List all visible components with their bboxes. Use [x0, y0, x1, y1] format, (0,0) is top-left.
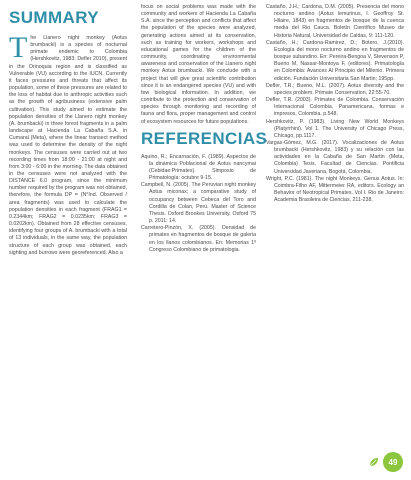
drop-cap: T: [9, 31, 28, 64]
reference-item: Castaño, H.; Cardona-Ramirez, D.; Botero, J.(2010). Ecología del mono nocturno andino en fragmentos de bosque subandino. En: Pereira-Bengoa V, Stevenson P, Bueno M, Nassar-Montoya F, (editores). Primatología en Colombia: Avances Al Principio del Milenio. Primera edición. Fundación Universitaria San Martin; 195pp.: [266, 39, 404, 82]
column-1: [9, 4, 127, 257]
reference-item: Carretero-Pinzón, X. (2005). Densidad de primates en fragmentos de bosque de galeria en los llanos colombianos. En: Memorias 1º Congreso Colombiano de primatologia.: [141, 225, 256, 253]
page-footer: [369, 452, 403, 472]
summary-text: he Llanero night monkey (Aotus brumbacki) is a species of nocturnal primate endemic to Colombia (Hershkovitz, 1983; Defler 2010), present in the Orinoquia region and is classified as Vulnerable (VU) according to the IUCN. Currently it faces pressures and threats that affect its population, some of these pressures are related to the loss of habitat due to anthropic activities such as the growth of agribusiness (extensive palm cultivation). This study aimed to estimate the population densities of the Llanero night monkey (A. brumbacki) in three forest fragments in a palm landscape at Hacienda La Cabaña S.A. in Cumaral (Meta), where the linear transect method was used to determine the density of the night monkeys. The censuses were carried out at two recording times from 18:00 - 21:00 at night and from 3:00 - 6:00 in the morning. The data obtained in the censuses were not analyzed with the DISTANCE 6.0 program, since the minimum number required by the program was not obtained, therefore, the formula DP = (N°Ind. Observed / area fragments) was used to calculate the population densities in each fragment (FRAG1 = 0.2344km; FRAG2 = 0.0235km; FRAG3 = 0.0202km). Obtained from 28 effective censuses, identifying four groups of A. brumbacki with a total of 13 individuals, in the same way, the population structure of each group was obtained, each sighting and burrows were georeferenced. Also a: [9, 35, 127, 256]
reference-item: Castaño, J.H.; Cardona, D.M. (2005). Presencia del mono nocturno andino (Aotus lemurinus, I. Geoffroy St. Hilaire, 1843) en fragmentos de bosque de la cuenca media del Rio Cauca. Boletín Científico Museo de Historia Natural, Universidad de Caldas, 9: 111-120.: [266, 4, 404, 39]
column-3: [266, 4, 404, 204]
reference-item: Campbell, N. (2005). The Peruvian night monkey Aotus miconax; a comparative study of occupancy between Cebeca del Toro and Cordilla de Colan, Perú. Master of Science Thesis. Oxford Brookes University. Oxford 75 p. 2011: 14.: [141, 182, 256, 225]
reference-item: Hershkovitz, P. (1983). Living New World Monkeys (Platyrrhini). Vol 1. The University of Chicago Press, Chicago, pp.1117.: [266, 118, 404, 139]
summary-paragraph: [9, 31, 127, 257]
reference-item: Wright, P.C. (1981). The night Monkeys. Genus Aotus. In: Coimbra-Filho AF, Mittermeier RA, editors. Ecology an Behavior of Neotropical Primates. Vol I. Rio de Janeiro: Academia Brasileira de Ciencias. 211-238.: [266, 175, 404, 204]
reference-item: Vargas-Gómez, M.G. (2017). Vocalizaciones de Aotus brumbacki (Hershkovitz, 1983) y su relación con las actividades en la Cabaña de San Martin (Meta, Colombia) Tesis. Facultad de Ciencias. Pontificia Universidad Javeriana, Bogotá, Colombia.: [266, 139, 404, 175]
column-2: [141, 4, 268, 254]
leaf-icon: [369, 457, 379, 467]
page-number: 49: [383, 452, 403, 472]
summary-continuation: focus on social problems was made with the community and workers of Hacienda La Cabaña S.A. since the perception and conflicts that affect the population of the species were analyzed, generating actions aimed at its conservation, such as training for workers, workshops and educational games for the children of the community, coordinating environmental awareness and conservation of the Llanero night monkey Aotus brumbacki. We conclude with a project that will give great scientific contribution since it is an endangered species (VU) and with few biological information. In addition, we contribute to the protection and conservation of species through monitoring and recording of fauna and flora, proper management and control of ecosystem resources for future populations.: [141, 4, 256, 125]
reference-item: Aquino, R.; Encarnación, F. (1989). Aspectos de la dinámica Poblacional de Aotus nancymai (Cebidae:Primates). Simposio de Primatología: octubre 9-15.: [141, 153, 256, 182]
reference-item: Defler, T.R. (2003). Primates de Colombia. Conservación Internacional Colombia. Panamericana, formas e impresos, Colombia. p.548.: [266, 97, 404, 118]
summary-heading: SUMMARY: [9, 8, 99, 27]
references-heading: REFERENCIAS: [141, 128, 268, 148]
reference-item: Defler, T.R.; Bueno, M.L. (2007). Aotus diversity and the species problem. Primate Conservation, 22:55-70.: [266, 82, 404, 96]
